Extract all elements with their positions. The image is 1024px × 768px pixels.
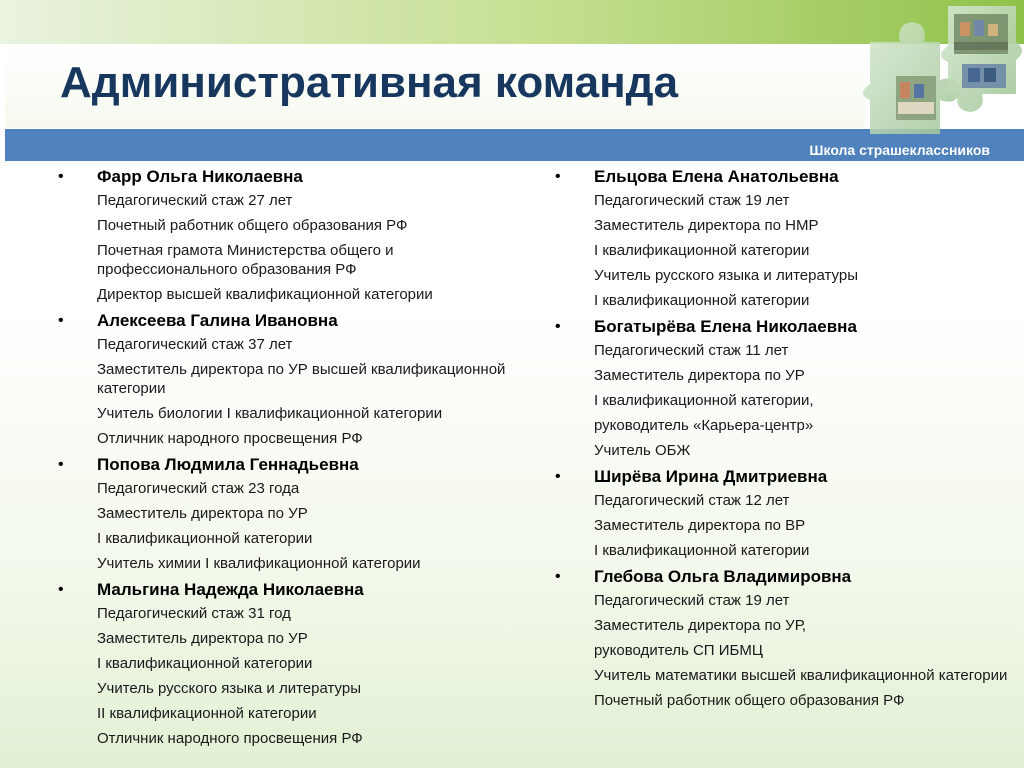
detail-line: руководитель СП ИБМЦ [594, 642, 763, 659]
detail-line: I квалификационной категории [594, 542, 810, 559]
detail-line: Заместитель директора по УР, [594, 617, 807, 634]
detail-line: Учитель ОБЖ [594, 442, 691, 459]
detail-line: I квалификационной категории [594, 292, 810, 309]
staff-member [555, 166, 1015, 310]
detail-line: Почетный работник общего образования РФ [97, 217, 408, 234]
detail-line: Педагогический стаж 23 года [97, 480, 300, 497]
staff-member [555, 316, 1015, 460]
staff-name: Богатырёва Елена Николаевна [594, 317, 857, 336]
staff-details [58, 335, 513, 448]
detail-line: Педагогический стаж 37 лет [97, 336, 293, 353]
bullet: • [555, 168, 561, 185]
detail-line: Педагогический стаж 11 лет [594, 342, 789, 359]
staff-details [58, 191, 513, 304]
staff-member [555, 566, 1015, 710]
detail-line: Заместитель директора по УР [97, 505, 308, 522]
staff-name: Попова Людмила Геннадьевна [97, 455, 359, 474]
staff-details [58, 479, 513, 573]
right-column [555, 166, 1015, 716]
detail-line: Педагогический стаж 27 лет [97, 192, 293, 209]
staff-name: Фарр Ольга Николаевна [97, 167, 303, 186]
detail-line: Заместитель директора по НМР [594, 217, 819, 234]
staff-member [58, 454, 513, 573]
staff-member [555, 466, 1015, 560]
detail-line: Учитель биологии I квалификационной категории [97, 405, 443, 422]
staff-name: Ельцова Елена Анатольевна [594, 167, 839, 186]
staff-details [555, 191, 1015, 310]
bullet: • [555, 468, 561, 485]
bullet: • [58, 168, 64, 185]
school-name: Школа страшеклассников [809, 142, 990, 158]
staff-member [58, 166, 513, 304]
staff-name: Ширёва Ирина Дмитриевна [594, 467, 828, 486]
left-column [58, 166, 513, 754]
detail-line: Почетная грамота Министерства общего и профессионального образования РФ [97, 242, 394, 278]
detail-line: I квалификационной категории, [594, 392, 814, 409]
detail-line: Педагогический стаж 19 лет [594, 192, 790, 209]
detail-line: Педагогический стаж 19 лет [594, 592, 790, 609]
detail-line: Почетный работник общего образования РФ [594, 692, 905, 709]
staff-member [58, 579, 513, 748]
detail-line: Учитель русского языка и литературы [97, 680, 361, 697]
detail-line: I квалификационной категории [97, 530, 313, 547]
detail-line: Педагогический стаж 31 год [97, 605, 291, 622]
detail-line: Учитель химии I квалификационной категории [97, 555, 421, 572]
bullet: • [555, 318, 561, 335]
staff-details [555, 591, 1015, 710]
staff-name: Мальгина Надежда Николаевна [97, 580, 364, 599]
detail-line: Учитель математики высшей квалификационной категории [594, 667, 1008, 684]
bullet: • [58, 581, 64, 598]
slide-title: Административная команда [60, 58, 679, 107]
detail-line: I квалификационной категории [594, 242, 810, 259]
detail-line: Заместитель директора по УР высшей квалификационной категории [97, 361, 506, 397]
bullet: • [58, 312, 64, 329]
detail-line: Заместитель директора по ВР [594, 517, 806, 534]
staff-name: Глебова Ольга Владимировна [594, 567, 852, 586]
detail-line: Учитель русского языка и литературы [594, 267, 858, 284]
staff-details [555, 341, 1015, 460]
staff-member [58, 310, 513, 448]
detail-line: Директор высшей квалификационной категории [97, 286, 433, 303]
detail-line: Отличник народного просвещения РФ [97, 730, 363, 747]
staff-name: Алексеева Галина Ивановна [97, 311, 338, 330]
detail-line: Заместитель директора по УР [97, 630, 308, 647]
detail-line: I квалификационной категории [97, 655, 313, 672]
staff-details [555, 491, 1015, 560]
detail-line: Отличник народного просвещения РФ [97, 430, 363, 447]
detail-line: руководитель «Карьера-центр» [594, 417, 814, 434]
puzzle-photo-icon [862, 2, 1022, 136]
staff-details [58, 604, 513, 748]
detail-line: II квалификационной категории [97, 705, 317, 722]
bullet: • [555, 568, 561, 585]
bullet: • [58, 456, 64, 473]
detail-line: Заместитель директора по УР [594, 367, 805, 384]
detail-line: Педагогический стаж 12 лет [594, 492, 790, 509]
